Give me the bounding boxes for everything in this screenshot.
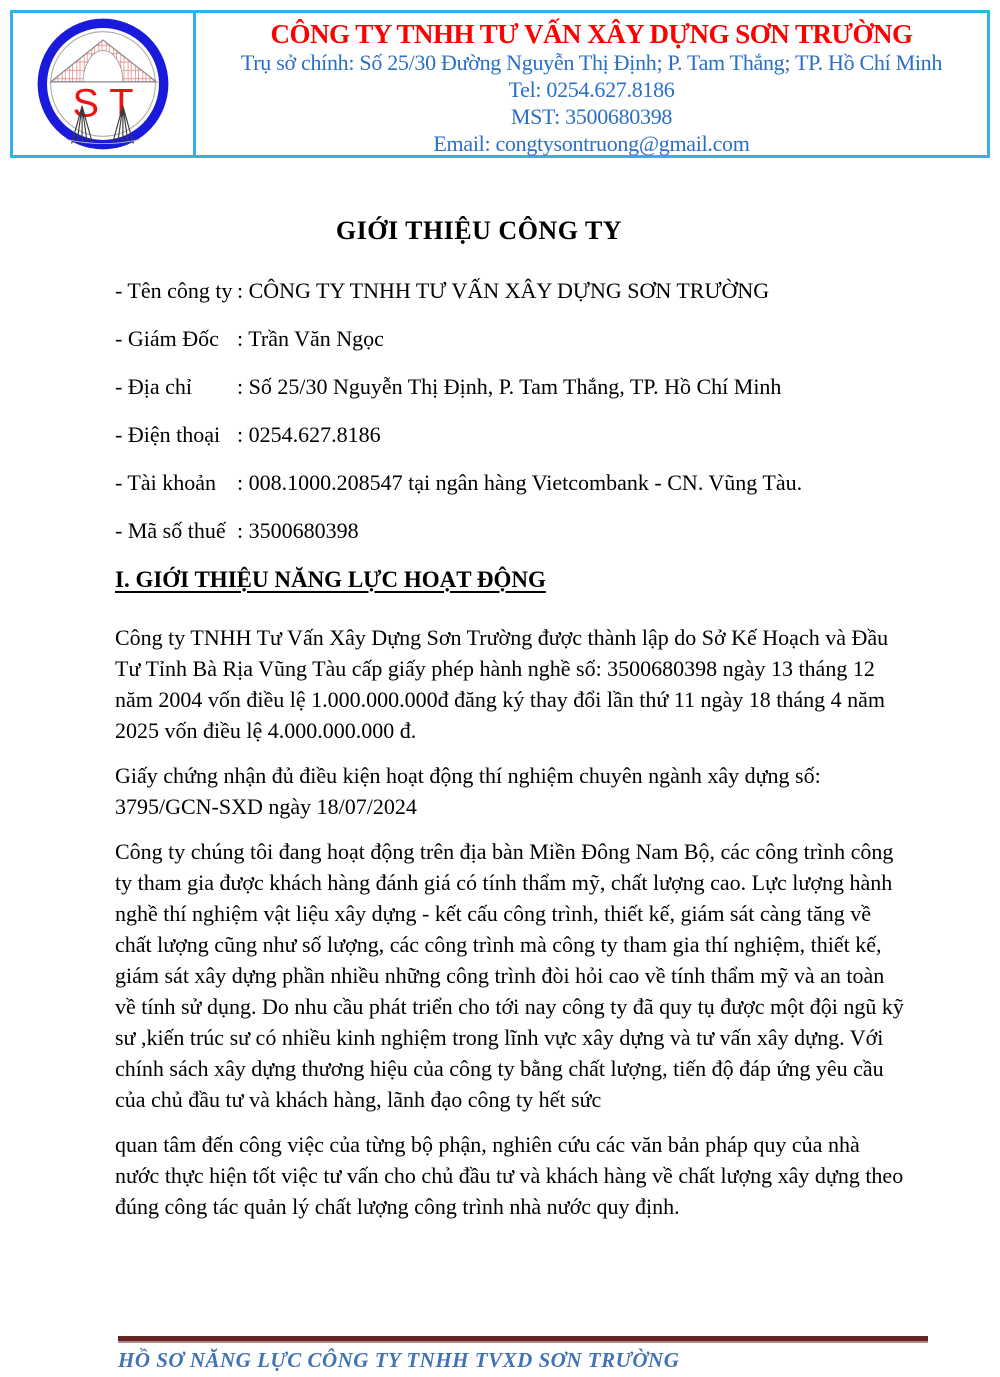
field-label: - Địa chỉ: [115, 374, 192, 399]
field-phone: [115, 424, 907, 446]
section-heading: I. GIỚI THIỆU NĂNG LỰC HOẠT ĐỘNG: [115, 567, 546, 592]
field-value: : 008.1000.208547 tại ngân hàng Vietcombank - CN. Vũng Tàu.: [237, 470, 803, 495]
paragraph-establishment: Công ty TNHH Tư Vấn Xây Dựng Sơn Trường được thành lập do Sở Kế Hoạch và Đầu Tư Tỉnh Bà Rịa Vũng Tàu cấp giấy phép hành nghề số: 3500680398 ngày 13 tháng 12 năm 2004 vốn điều lệ 1.000.000.000đ đăng ký thay đổi lần thứ 11 ngày 18 tháng 4 năm 2025 vốn điều lệ 4.000.000.000 đ.: [115, 625, 889, 743]
field-director: [115, 328, 907, 350]
field-value: : 3500680398: [237, 518, 359, 543]
company-email: Email: congtysontruong@gmail.com: [433, 131, 750, 156]
field-label: - Giám Đốc: [115, 326, 219, 351]
footer-rule: [118, 1336, 928, 1343]
letterhead: [10, 10, 990, 158]
page-footer: [118, 1336, 928, 1372]
company-address: Trụ sở chính: Số 25/30 Đường Nguyễn Thị Định; P. Tam Thắng; TP. Hồ Chí Minh: [240, 50, 943, 75]
page-title: GIỚI THIỆU CÔNG TY: [335, 216, 623, 245]
footer-text: HỒ SƠ NĂNG LỰC CÔNG TY TNHH TVXD SƠN TRƯỜNG: [118, 1348, 680, 1372]
field-value: : 0254.627.8186: [237, 422, 381, 447]
field-value: : CÔNG TY TNHH TƯ VẤN XÂY DỰNG SƠN TRƯỜNG: [237, 278, 770, 303]
field-label: - Điện thoại: [115, 422, 221, 447]
field-tax-code: [115, 520, 907, 542]
paragraph-operations: Công ty chúng tôi đang hoạt động trên địa bàn Miền Đông Nam Bộ, các công trình công ty tham gia được khách hàng đánh giá có tính thẩm mỹ, chất lượng cao. Lực lượng hành nghề thí nghiệm vật liệu xây dựng - kết cấu công trình, thiết kế, giám sát càng tăng về chất lượng cũng như số lượng, các công trình mà công ty tham gia thí nghiệm, thiết kế, giám sát xây dựng phần nhiều những công trình đòi hỏi cao về tính thẩm mỹ và an toàn về tính sử dụng. Do nhu cầu phát triển cho tới nay công ty đã quy tụ được một đội ngũ kỹ sư ,kiến trúc sư có nhiều kinh nghiệm trong lĩnh vực xây dựng và tư vấn xây dựng. Với chính sách xây dựng thương hiệu của công ty bằng chất lượng, tiến độ đáp ứng yêu cầu của chủ đầu tư và khách hàng, lãnh đạo công ty hết sức: [115, 839, 904, 1112]
field-value: : Trần Văn Ngọc: [237, 326, 384, 351]
document-body: [115, 158, 907, 1222]
logo-cell: [13, 13, 196, 155]
field-label: - Tài khoản: [115, 470, 217, 495]
company-mst: MST: 3500680398: [510, 104, 673, 129]
field-address: [115, 376, 907, 398]
company-logo-icon: [35, 16, 171, 152]
paragraph-certificate: Giấy chứng nhận đủ điều kiện hoạt động thí nghiệm chuyên ngành xây dựng số: 3795/GCN-SXD ngày 18/07/2024: [115, 763, 821, 819]
letterhead-text: [196, 13, 987, 155]
company-info-fields: [115, 280, 907, 542]
paragraph-quality: quan tâm đến công việc của từng bộ phận, nghiên cứu các văn bản pháp quy của nhà nước thực hiện tốt việc tư vấn cho chủ đầu tư và khách hàng về chất lượng xây dựng theo đúng công tác quản lý chất lượng công trình nhà nước quy định.: [115, 1132, 904, 1219]
company-tel: Tel: 0254.627.8186: [508, 77, 675, 102]
field-label: - Mã số thuế: [115, 518, 226, 543]
field-bank-account: [115, 472, 907, 494]
field-value: : Số 25/30 Nguyễn Thị Định, P. Tam Thắng, TP. Hồ Chí Minh: [237, 374, 782, 399]
field-company-name: [115, 280, 907, 302]
field-label: - Tên công ty: [115, 278, 233, 303]
company-name: CÔNG TY TNHH TƯ VẤN XÂY DỰNG SƠN TRƯỜNG: [270, 19, 913, 49]
logo-initials: S T: [72, 81, 134, 126]
